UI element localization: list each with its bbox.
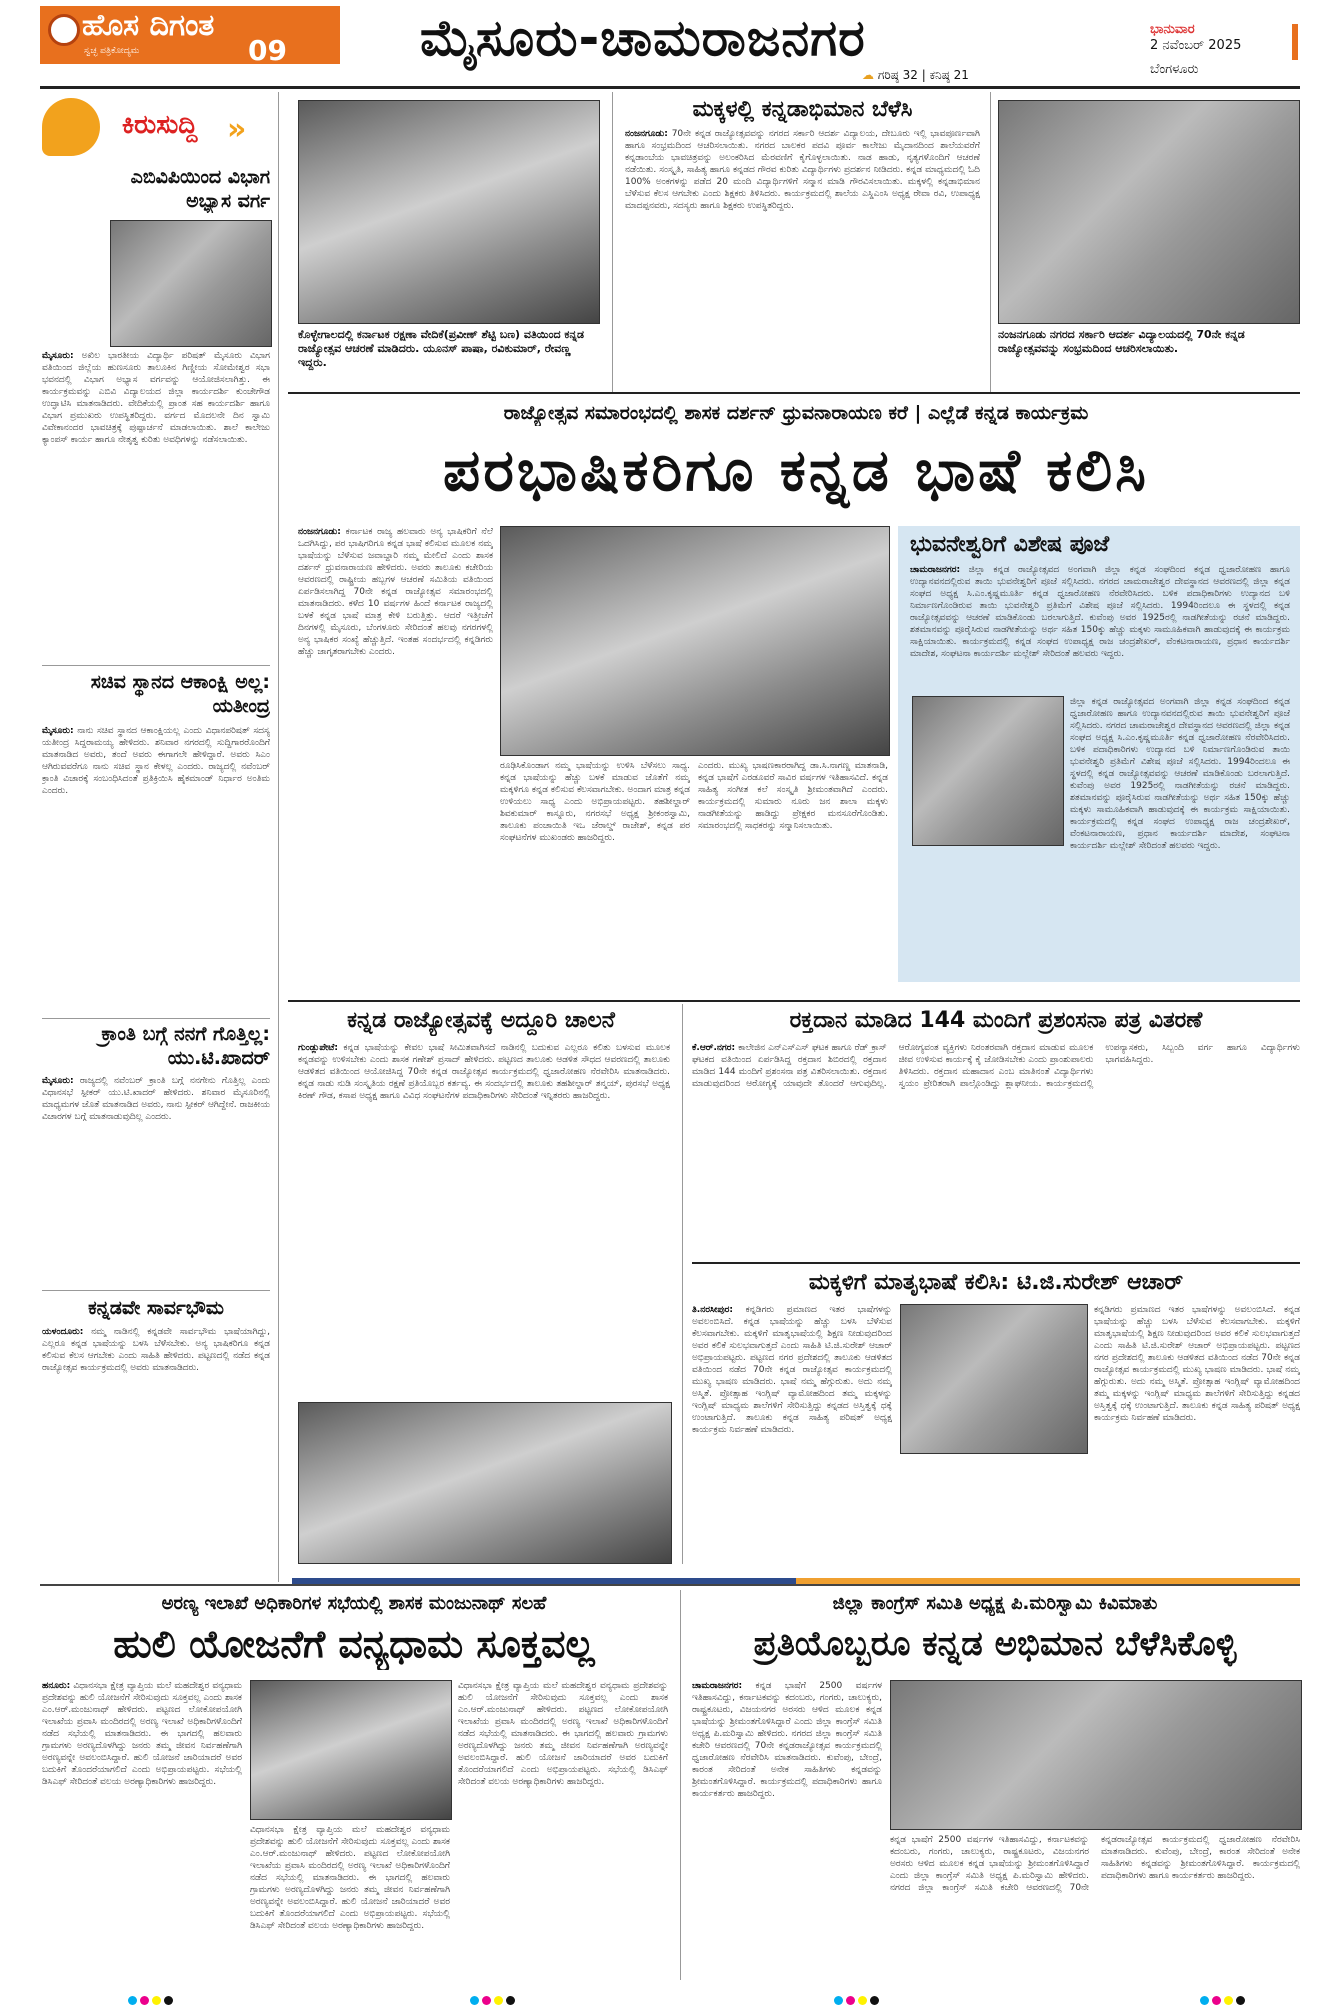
blue-box-title: ಭುವನೇಶ್ವರಿಗೆ ವಿಶೇಷ ಪೂಜೆ [910, 532, 1110, 557]
bottom-right-body-2 [890, 1834, 1300, 1974]
story-text: ವಿಧಾನಸಭಾ ಕ್ಷೇತ್ರ ವ್ಯಾಪ್ತಿಯ ಮಲೆ ಮಹದೇಶ್ವರ ವನ್ಯಧಾಮ ಪ್ರದೇಶವನ್ನು ಹುಲಿ ಯೋಜನೆಗೆ ಸೇರಿಸುವುದು ಸೂಕ್ತವಲ್ಲ ಎಂದು ಶಾಸಕ ಎಂ.ಆರ್.ಮಂಜುನಾಥ್ ಹೇಳಿದರು. ಪಟ್ಟಣದ ಲೋಕೋಪಯೋಗಿ ಇಲಾಖೆಯ ಪ್ರವಾಸಿ ಮಂದಿರದಲ್ಲಿ ಅರಣ್ಯ ಇಲಾಖೆ ಅಧಿಕಾರಿಗಳೊಂದಿಗೆ ನಡೆದ ಸಭೆಯಲ್ಲಿ ಮಾತನಾಡಿದರು. ಈ ಭಾಗದಲ್ಲಿ ಹಲವಾರು ಗ್ರಾಮಗಳು ಅರಣ್ಯದೊಳಗಿದ್ದು ಜನರು ತಮ್ಮ ಜೀವನ ನಿರ್ವಹಣೆಗಾಗಿ ಅರಣ್ಯವನ್ನೇ ಅವಲಂಬಿಸಿದ್ದಾರೆ. ಹುಲಿ ಯೋಜನೆ ಜಾರಿಯಾದರೆ ಅವರ ಬದುಕಿಗೆ ತೊಂದರೆಯಾಗಲಿದೆ ಎಂದು ಅಭಿಪ್ರಾಯಪಟ್ಟರು. ಸಭೆಯಲ್ಲಿ ಡಿಸಿಎಫ್ ಸೇರಿದಂತೆ ವಲಯ ಅರಣ್ಯಾಧಿಕಾರಿಗಳು ಹಾಜರಿದ್ದರು. [42, 1681, 242, 1787]
story-text: ರೂಢಿಸಿಕೊಂಡಾಗ ನಮ್ಮ ಭಾಷೆಯನ್ನು ಉಳಿಸಿ ಬೆಳೆಸಲು ಸಾಧ್ಯ. ಕನ್ನಡ ಭಾಷೆಯನ್ನು ಹೆಚ್ಚು ಬಳಕೆ ಮಾಡುವ ಜೊತೆಗೆ ನಮ್ಮ ಮಕ್ಕಳಿಗೂ ಕನ್ನಡ ಕಲಿಸುವ ಕೆಲಸವಾಗಬೇಕು. ಅಂದಾಗ ಮಾತ್ರ ಕನ್ನಡ ಉಳಿಯಲು ಸಾಧ್ಯ ಎಂದು ಅಭಿಪ್ರಾಯಪಟ್ಟರು. ತಹಶೀಲ್ದಾರ್ ಶಿವಕುಮಾರ್ ಕಾಸ್ನೂರು, ನಗರಸಭೆ ಅಧ್ಯಕ್ಷ ಶ್ರೀಕಂಠಸ್ವಾಮಿ, ತಾಲೂಕು ಪಂಚಾಯಿತಿ ಇಒ ಜೆರಾಲ್ಡ್ ರಾಜೇಶ್, ಕನ್ನಡ ಪರ ಸಂಘಟನೆಗಳ ಮುಖಂಡರು ಹಾಜರಿದ್ದರು. [500, 761, 690, 843]
blood-title: ರಕ್ತದಾನ ಮಾಡಿದ 144 ಮಂದಿಗೆ ಪ್ರಶಂಸನಾ ಪತ್ರ ವಿತರಣೆ [789, 1008, 1203, 1033]
rule [288, 392, 1300, 394]
bottom-right-kicker: ಜಿಲ್ಲಾ ಕಾಂಗ್ರೆಸ್ ಸಮಿತಿ ಅಧ್ಯಕ್ಷ ಪಿ.ಮರಿಸ್ವಾಮಿ ಕಿವಿಮಾತು [832, 1593, 1158, 1614]
lead-body-col3 [698, 760, 888, 1006]
left-story-3-body [42, 1075, 270, 1285]
dateline: ಗುಂಡ್ಲುಪೇಟೆ: [298, 1043, 338, 1053]
dateline: ನಂಜನಗೂಡು: [625, 129, 668, 139]
rule [692, 1262, 1300, 1264]
logo-sun-icon [48, 14, 80, 46]
left-story-2-body [42, 725, 270, 1015]
story-text: ವಿಧಾನಸಭಾ ಕ್ಷೇತ್ರ ವ್ಯಾಪ್ತಿಯ ಮಲೆ ಮಹದೇಶ್ವರ ವನ್ಯಧಾಮ ಪ್ರದೇಶವನ್ನು ಹುಲಿ ಯೋಜನೆಗೆ ಸೇರಿಸುವುದು ಸೂಕ್ತವಲ್ಲ ಎಂದು ಶಾಸಕ ಎಂ.ಆರ್.ಮಂಜುನಾಥ್ ಹೇಳಿದರು. ಪಟ್ಟಣದ ಲೋಕೋಪಯೋಗಿ ಇಲಾಖೆಯ ಪ್ರವಾಸಿ ಮಂದಿರದಲ್ಲಿ ಅರಣ್ಯ ಇಲಾಖೆ ಅಧಿಕಾರಿಗಳೊಂದಿಗೆ ನಡೆದ ಸಭೆಯಲ್ಲಿ ಮಾತನಾಡಿದರು. ಈ ಭಾಗದಲ್ಲಿ ಹಲವಾರು ಗ್ರಾಮಗಳು ಅರಣ್ಯದೊಳಗಿದ್ದು ಜನರು ತಮ್ಮ ಜೀವನ ನಿರ್ವಹಣೆಗಾಗಿ ಅರಣ್ಯವನ್ನೇ ಅವಲಂಬಿಸಿದ್ದಾರೆ. ಹುಲಿ ಯೋಜನೆ ಜಾರಿಯಾದರೆ ಅವರ ಬದುಕಿಗೆ ತೊಂದರೆಯಾಗಲಿದೆ ಎಂದು ಅಭಿಪ್ರಾಯಪಟ್ಟರು. ಸಭೆಯಲ್ಲಿ ಡಿಸಿಎಫ್ ಸೇರಿದಂತೆ ವಲಯ ಅರಣ್ಯಾಧಿಕಾರಿಗಳು ಹಾಜರಿದ್ದರು. [458, 1681, 668, 1787]
story-text: ಕಾಲೇಜಿನ ಎನ್ಎಸ್ಎಸ್ ಘಟಕ ಹಾಗೂ ರೆಡ್ ಕ್ರಾಸ್ ಘಟಕದ ವತಿಯಿಂದ ಏರ್ಪಡಿಸಿದ್ದ ರಕ್ತದಾನ ಶಿಬಿರದಲ್ಲಿ ರಕ್ತದಾನ ಮಾಡಿದ 144 ಮಂದಿಗೆ ಪ್ರಶಂಸನಾ ಪತ್ರ ವಿತರಿಸಲಾಯಿತು. ರಕ್ತದಾನ ಮಾಡುವುದರಿಂದ ಆರೋಗ್ಯಕ್ಕೆ ಯಾವುದೇ ತೊಂದರೆ ಆಗುವುದಿಲ್ಲ. ಆರೋಗ್ಯವಂತ ವ್ಯಕ್ತಿಗಳು ನಿರಂತರವಾಗಿ ರಕ್ತದಾನ ಮಾಡುವ ಮೂಲಕ ಜೀವ ಉಳಿಸುವ ಕಾರ್ಯಕ್ಕೆ ಕೈ ಜೋಡಿಸಬೇಕು ಎಂದು ಪ್ರಾಂಶುಪಾಲರು ತಿಳಿಸಿದರು. ರಕ್ತದಾನ ಮಹಾದಾನ ಎಂಬ ಮಾತಿನಂತೆ ವಿದ್ಯಾರ್ಥಿಗಳು ಸ್ವಯಂ ಪ್ರೇರಿತರಾಗಿ ಪಾಲ್ಗೊಂಡಿದ್ದು ಶ್ಲಾಘನೀಯ. ಕಾರ್ಯಕ್ರಮದಲ್ಲಿ ಉಪನ್ಯಾಸಕರು, ಸಿಬ್ಬಂದಿ ವರ್ಗ ಹಾಗೂ ವಿದ್ಯಾರ್ಥಿಗಳು ಭಾಗವಹಿಸಿದ್ದರು. [692, 1043, 1300, 1089]
left-story-4-body [42, 1326, 270, 1581]
top-left-photo [298, 100, 600, 324]
bottom-right-headline: ಪ್ರತಿಯೊಬ್ಬರೂ ಕನ್ನಡ ಅಭಿಮಾನ ಬೆಳೆಸಿಕೊಳ್ಳಿ [753, 1624, 1237, 1664]
story-text: ರಾಜ್ಯದಲ್ಲಿ ನವೆಂಬರ್ ಕ್ರಾಂತಿ ಬಗ್ಗೆ ನನಗೇನು ಗೊತ್ತಿಲ್ಲ ಎಂದು ವಿಧಾನಸಭೆ ಸ್ಪೀಕರ್ ಯು.ಟಿ.ಖಾದರ್ ಹೇಳಿದರು. ಶನಿವಾರ ಮೈಸೂರಿನಲ್ಲಿ ಮಾಧ್ಯಮಗಳ ಜೊತೆ ಮಾತನಾಡಿದ ಅವರು, ನಾನು ಸ್ಪೀಕರ್ ಆಗಿದ್ದೇನೆ. ರಾಜಕೀಯ ವಿಚಾರಗಳ ಬಗ್ಗೆ ಮಾತನಾಡುವುದಿಲ್ಲ ಎಂದರು. [42, 1076, 270, 1122]
registration-marks [0, 1990, 1339, 2004]
blood-body [692, 1042, 1300, 1252]
lead-photo [500, 526, 890, 756]
story-text: ಅಖಿಲ ಭಾರತೀಯ ವಿದ್ಯಾರ್ಥಿ ಪರಿಷತ್ ಮೈಸೂರು ವಿಭಾಗ ವತಿಯಿಂದ ಜಿಲ್ಲೆಯ ಹುಣಸೂರು ತಾಲೂಕಿನ ಗಿಣ್ಣೀಯ ಸೋಮೇಶ್ವರ ಸಭಾ ಭವನದಲ್ಲಿ ವಿಭಾಗ ಅಭ್ಯಾಸ ವರ್ಗವನ್ನು ಆಯೋಜಿಸಲಾಗಿತ್ತು. ಈ ಕಾರ್ಯಕ್ರಮವನ್ನು ಎಬಿವಿ ವಿದ್ಯಾಲಯದ ಜಿಲ್ಲಾ ಕಾರ್ಯದರ್ಶಿ ಕುಂಚೇಗೌಡ ಉದ್ಘಾಟಿಸಿ ಮಾತನಾಡಿದರು. ವೇದಿಕೆಯಲ್ಲಿ ಪ್ರಾಂತ ಸಹ ಕಾರ್ಯದರ್ಶಿ ಹಾಗೂ ವಿಭಾಗ ಪ್ರಮುಖರು ಉಪಸ್ಥಿತರಿದ್ದರು. ವರ್ಗದ ಮೊದಲನೇ ದಿನ ಸ್ವಾಮಿ ವಿವೇಕಾನಂದರ ಭಾವಚಿತ್ರಕ್ಕೆ ಪುಷ್ಪಾರ್ಚನೆ ಮಾಡಲಾಯಿತು. ಶಾಲೆ ಕಾಲೇಜು ಕ್ಯಾಂಪಸ್ ಕಾರ್ಯ ಹಾಗೂ ನೇತೃತ್ವ ಕುರಿತು ಅವಧಿಗಳನ್ನು ನಡೆಸಲಾಯಿತು. [42, 351, 270, 445]
bottom-left-headline: ಹುಲಿ ಯೋಜನೆಗೆ ವನ್ಯಧಾಮ ಸೂಕ್ತವಲ್ಲ [113, 1622, 595, 1666]
left-story-2-title: ಸಚಿವ ಸ್ಥಾನದ ಆಕಾಂಕ್ಷಿ ಅಲ್ಲ: ಯತೀಂದ್ರ [90, 671, 270, 717]
temp-min: ಕನಿಷ್ಠ 21 [929, 68, 969, 82]
date-block [1150, 22, 1241, 78]
top-right-photo [998, 100, 1300, 324]
kirusuddi-label: ಕಿರುಸುದ್ದಿ [122, 110, 198, 140]
dateline-city: ಬೆಂಗಳೂರು [1150, 62, 1199, 77]
mother-tongue-body-2 [1094, 1304, 1300, 1562]
bottom-left-kicker: ಅರಣ್ಯ ಇಲಾಖೆ ಅಧಿಕಾರಿಗಳ ಸಭೆಯಲ್ಲಿ ಶಾಸಕ ಮಂಜುನಾಥ್ ಸಲಹೆ [161, 1593, 547, 1614]
lead-kicker: ರಾಜ್ಯೋತ್ಸವ ಸಮಾರಂಭದಲ್ಲಿ ಶಾಸಕ ದರ್ಶನ್ ಧ್ರುವನಾರಾಯಣ ಕರೆ | ಎಲ್ಲೆಡೆ ಕನ್ನಡ ಕಾರ್ಯಕ್ರಮ [503, 402, 1089, 424]
bottom-left-body-1 [42, 1680, 242, 1975]
col-divider [682, 1004, 683, 1564]
story-text: ಕರ್ನಾಟಕ ರಾಜ್ಯ ಹಲವಾರು ಅನ್ಯ ಭಾಷಿಕರಿಗೆ ನೆಲೆ ಒದಗಿಸಿದ್ದು, ಪರ ಭಾಷಿಗರಿಗೂ ಕನ್ನಡ ಭಾಷೆ ಕಲಿಸುವ ಮೂಲಕ ನಮ್ಮ ಭಾಷೆಯನ್ನು ಬೆಳೆಸುವ ಜವಾಬ್ದಾರಿ ನಮ್ಮ ಮೇಲಿದೆ ಎಂದು ಶಾಸಕ ದರ್ಶನ್ ಧ್ರುವನಾರಾಯಣ ಹೇಳಿದರು. ಅವರು ತಾಲೂಕು ಕಚೇರಿಯ ಆವರಣದಲ್ಲಿ ರಾಷ್ಟ್ರೀಯ ಹಬ್ಬಗಳ ಆಚರಣೆ ಸಮಿತಿಯ ವತಿಯಿಂದ ಏರ್ಪಡಿಸಲಾಗಿದ್ದ 70ನೇ ಕನ್ನಡ ರಾಜ್ಯೋತ್ಸವ ಸಮಾರಂಭದಲ್ಲಿ ಮಾತನಾಡಿದರು. ಕಳೆದ 10 ವರ್ಷಗಳ ಹಿಂದೆ ಕರ್ನಾಟಕ ರಾಜ್ಯದಲ್ಲಿ ಬಳಕೆ ಕನ್ನಡ ಭಾಷೆ ಮಾತ್ರ ಕೇಳಿ ಬರುತ್ತಿತ್ತು. ಆದರೆ ಇತ್ತೀಚೆಗೆ ದಿನಗಳಲ್ಲಿ ಮೈಸೂರು, ಬೆಂಗಳೂರು ಸೇರಿದಂತೆ ಹಲವು ನಗರಗಳಲ್ಲಿ ಅನ್ಯ ಭಾಷಿಕರ ಸಂಖ್ಯೆ ಹೆಚ್ಚುತ್ತಿದೆ. ಇಂತಹ ಸಂದರ್ಭದಲ್ಲಿ ಕನ್ನಡಿಗರು ಹೆಚ್ಚು ಜಾಗೃತರಾಗಬೇಕು ಎಂದರು. [298, 527, 493, 657]
col-divider [612, 92, 613, 392]
dateline: ಮೈಸೂರು: [42, 726, 74, 736]
masthead-side-bar [1292, 24, 1298, 60]
gundlupet-title: ಕನ್ನಡ ರಾಜ್ಯೋತ್ಸವಕ್ಕೆ ಅದ್ದೂರಿ ಚಾಲನೆ [347, 1008, 615, 1033]
rule [42, 1290, 270, 1291]
dateline: ಚಾಮರಾಜನಗರ: [910, 565, 961, 575]
dateline: ಮೈಸೂರು: [42, 351, 74, 361]
mother-tongue-body-1 [692, 1304, 892, 1562]
hand-icon [42, 98, 100, 156]
dateline: ತಿ.ನರಸೀಪುರ: [692, 1305, 734, 1315]
dateline: ಹನೂರು: [42, 1681, 71, 1691]
kirusuddi-badge [42, 98, 262, 158]
story-text: ಕನ್ನಡಿಗರು ಪ್ರಮಾಣದ ಇತರ ಭಾಷೆಗಳನ್ನು ಅವಲಂಬಿಸಿದೆ. ಕನ್ನಡ ಭಾಷೆಯನ್ನು ಹೆಚ್ಚು ಬಳಸಿ ಬೆಳೆಸುವ ಕೆಲಸವಾಗಬೇಕು. ಮಕ್ಕಳಿಗೆ ಮಾತೃಭಾಷೆಯಲ್ಲಿ ಶಿಕ್ಷಣ ನೀಡುವುದರಿಂದ ಅವರ ಕಲಿಕೆ ಸುಲಭವಾಗುತ್ತದೆ ಎಂದು ಸಾಹಿತಿ ಟಿ.ಜಿ.ಸುರೇಶ್ ಆಚಾರ್ ಅಭಿಪ್ರಾಯಪಟ್ಟರು. ಪಟ್ಟಣದ ನಗರ ಪ್ರದೇಶದಲ್ಲಿ ತಾಲೂಕು ಆಡಳಿತದ ವತಿಯಿಂದ ನಡೆದ 70ನೇ ಕನ್ನಡ ರಾಜ್ಯೋತ್ಸವ ಕಾರ್ಯಕ್ರಮದಲ್ಲಿ ಮುಖ್ಯ ಭಾಷಣ ಮಾಡಿದರು. ಭಾಷೆ ನಮ್ಮ ಹೆಗ್ಗುರುತು. ಅದು ನಮ್ಮ ಅಸ್ಮಿತೆ. ಪ್ರೋತ್ಸಾಹ ಇಂಗ್ಲಿಷ್ ವ್ಯಾಮೋಹದಿಂದ ತಮ್ಮ ಮಕ್ಕಳನ್ನು ಇಂಗ್ಲಿಷ್ ಮಾಧ್ಯಮ ಶಾಲೆಗಳಿಗೆ ಸೇರಿಸುತ್ತಿದ್ದು ಕನ್ನಡದ ಅಸ್ತಿತ್ವಕ್ಕೆ ಧಕ್ಕೆ ಉಂಟಾಗುತ್ತಿದೆ. ತಾಲೂಕು ಕನ್ನಡ ಸಾಹಿತ್ಯ ಪರಿಷತ್ ಅಧ್ಯಕ್ಷ ಕಾರ್ಯಕ್ರಮ ನಿರ್ವಹಣೆ ಮಾಡಿದರು. [1094, 1305, 1300, 1423]
rule [42, 1018, 270, 1019]
bottom-right-photo [890, 1680, 1302, 1830]
weekday: ಭಾನುವಾರ [1150, 22, 1195, 37]
dateline: ಕೆ.ಆರ್.ನಗರ: [692, 1043, 736, 1053]
mother-tongue-photo [900, 1304, 1088, 1454]
col-divider [990, 92, 991, 392]
story-text: ಕನ್ನಡ ಭಾಷೆಗೆ 2500 ವರ್ಷಗಳ ಇತಿಹಾಸವಿದ್ದು, ಕರ್ನಾಟಕವನ್ನು ಕದಂಬರು, ಗಂಗರು, ಚಾಲುಕ್ಯರು, ರಾಷ್ಟ್ರಕೂಟರು, ವಿಜಯನಗರ ಅರಸರು ಆಳಿದ ಮೂಲಕ ಕನ್ನಡ ಭಾಷೆಯನ್ನು ಶ್ರೀಮಂತಗೊಳಿಸಿದ್ದಾರೆ ಎಂದು ಜಿಲ್ಲಾ ಕಾಂಗ್ರೆಸ್ ಸಮಿತಿ ಅಧ್ಯಕ್ಷ ಪಿ.ಮರಿಸ್ವಾಮಿ ಹೇಳಿದರು. ನಗರದ ಜಿಲ್ಲಾ ಕಾಂಗ್ರೆಸ್ ಸಮಿತಿ ಕಚೇರಿ ಆವರಣದಲ್ಲಿ 70ನೇ ಕನ್ನಡರಾಜ್ಯೋತ್ಸವ ಕಾರ್ಯಕ್ರಮದಲ್ಲಿ ಧ್ವಜಾರೋಹಣ ನೆರವೇರಿಸಿ ಮಾತನಾಡಿದರು. ಕುವೆಂಪು, ಬೇಂದ್ರೆ, ಕಾರಂತ ಸೇರಿದಂತೆ ಅನೇಕ ಸಾಹಿತಿಗಳು ಕನ್ನಡವನ್ನು ಶ್ರೀಮಂತಗೊಳಿಸಿದ್ದಾರೆ. ಕಾರ್ಯಕ್ರಮದಲ್ಲಿ ಪದಾಧಿಕಾರಿಗಳು ಹಾಗೂ ಕಾರ್ಯಕರ್ತರು ಹಾಜರಿದ್ದರು. [692, 1681, 882, 1799]
blue-box-photo [912, 696, 1064, 846]
dateline: ಮೈಸೂರು: [42, 1076, 74, 1086]
gundlupet-photo [298, 1402, 672, 1564]
story-text: ವಿಧಾನಸಭಾ ಕ್ಷೇತ್ರ ವ್ಯಾಪ್ತಿಯ ಮಲೆ ಮಹದೇಶ್ವರ ವನ್ಯಧಾಮ ಪ್ರದೇಶವನ್ನು ಹುಲಿ ಯೋಜನೆಗೆ ಸೇರಿಸುವುದು ಸೂಕ್ತವಲ್ಲ ಎಂದು ಶಾಸಕ ಎಂ.ಆರ್.ಮಂಜುನಾಥ್ ಹೇಳಿದರು. ಪಟ್ಟಣದ ಲೋಕೋಪಯೋಗಿ ಇಲಾಖೆಯ ಪ್ರವಾಸಿ ಮಂದಿರದಲ್ಲಿ ಅರಣ್ಯ ಇಲಾಖೆ ಅಧಿಕಾರಿಗಳೊಂದಿಗೆ ನಡೆದ ಸಭೆಯಲ್ಲಿ ಮಾತನಾಡಿದರು. ಈ ಭಾಗದಲ್ಲಿ ಹಲವಾರು ಗ್ರಾಮಗಳು ಅರಣ್ಯದೊಳಗಿದ್ದು ಜನರು ತಮ್ಮ ಜೀವನ ನಿರ್ವಹಣೆಗಾಗಿ ಅರಣ್ಯವನ್ನೇ ಅವಲಂಬಿಸಿದ್ದಾರೆ. ಹುಲಿ ಯೋಜನೆ ಜಾರಿಯಾದರೆ ಅವರ ಬದುಕಿಗೆ ತೊಂದರೆಯಾಗಲಿದೆ ಎಂದು ಅಭಿಪ್ರಾಯಪಟ್ಟರು. ಸಭೆಯಲ್ಲಿ ಡಿಸಿಎಫ್ ಸೇರಿದಂತೆ ವಲಯ ಅರಣ್ಯಾಧಿಕಾರಿಗಳು ಹಾಜರಿದ್ದರು. [250, 1825, 450, 1931]
bottom-left-photo [250, 1680, 452, 1820]
story-text: ಜಿಲ್ಲಾ ಕನ್ನಡ ರಾಜ್ಯೋತ್ಸವದ ಅಂಗವಾಗಿ ಜಿಲ್ಲಾ ಕನ್ನಡ ಸಂಘದಿಂದ ಕನ್ನಡ ಧ್ವಜಾರೋಹಣ ಹಾಗೂ ಉದ್ಯಾನವನದಲ್ಲಿರುವ ತಾಯಿ ಭುವನೇಶ್ವರಿಗೆ ಪೂಜೆ ಸಲ್ಲಿಸಿದರು. ನಗರದ ಚಾಮರಾಜೇಶ್ವರ ದೇವಸ್ಥಾನದ ಆವರಣದಲ್ಲಿ ಜಿಲ್ಲಾ ಕನ್ನಡ ಸಂಘದ ಅಧ್ಯಕ್ಷ ಸಿ.ಎಂ.ಕೃಷ್ಣಮೂರ್ತಿ ಕನ್ನಡ ಧ್ವಜಾರೋಹಣ ನೆರವೇರಿಸಿದರು. ಬಳಿಕ ಪದಾಧಿಕಾರಿಗಳು ಉದ್ಯಾನದ ಬಳಿ ನಿರ್ಮಾಣಗೊಂಡಿರುವ ತಾಯಿ ಭುವನೇಶ್ವರಿ ಪ್ರತಿಮೆಗೆ ವಿಶೇಷ ಪೂಜೆ ಸಲ್ಲಿಸಿದರು. 1994ರಿಂದಲೂ ಈ ಸ್ಥಳದಲ್ಲಿ ಕನ್ನಡ ರಾಜ್ಯೋತ್ಸವವನ್ನು ಆಚರಣೆ ಮಾಡಿಕೊಂಡು ಬರಲಾಗುತ್ತಿದೆ. ಕುವೆಂಪು ಅವರ 1925ರಲ್ಲಿ ನಾಡಗೀತೆಯನ್ನು ರಚನೆ ಮಾಡಿದ್ದರು. ಶತಮಾನವನ್ನು ಪೂರೈಸಿರುವ ನಾಡಗೀತೆಯನ್ನು ಅರ್ಥ ಸಹಿತ 150ಕ್ಕು ಹೆಚ್ಚು ಮಕ್ಕಳು ಸಾಮೂಹಿಕವಾಗಿ ಹಾಡುವುದಕ್ಕೆ ಈ ಕಾರ್ಯಕ್ರಮ ಸಾಕ್ಷಿಯಾಯಿತು. ಕಾರ್ಯಕ್ರಮದಲ್ಲಿ ಕನ್ನಡ ಸಂಘದ ಉಪಾಧ್ಯಕ್ಷ ರಾಜ ಚಂದ್ರಶೇಖರ್, ವೆಂಕಟನಾರಾಯಣ, ಪ್ರಧಾನ ಕಾರ್ಯದರ್ಶಿ ಮಾದೇಶ, ಸಂಘಟನಾ ಕಾರ್ಯದರ್ಶಿ ಮಲ್ಲೇಶ್ ಸೇರಿದಂತೆ ಹಲವರು ಇದ್ದರು. [910, 565, 1290, 659]
lead-headline: ಪರಭಾಷಿಕರಿಗೂ ಕನ್ನಡ ಭಾಷೆ ಕಲಿಸಿ [443, 436, 1149, 504]
date: 2 ನವೆಂಬರ್ 2025 [1150, 38, 1242, 53]
col-divider [278, 92, 279, 1582]
mother-tongue-title: ಮಕ್ಕಳಿಗೆ ಮಾತೃಭಾಷೆ ಕಲಿಸಿ: ಟಿ.ಜಿ.ಸುರೇಶ್ ಆಚಾರ್ [808, 1270, 1184, 1295]
gundlupet-body [298, 1042, 670, 1397]
weather-icon: ☁ [862, 68, 874, 82]
lead-body-col2 [500, 760, 690, 1006]
col-divider [680, 1590, 681, 1980]
brand-name: ಹೊಸ ದಿಗಂತ [82, 8, 215, 43]
lead-body-col1 [298, 526, 493, 1006]
dateline: ಯಳಂದೂರು: [42, 1327, 84, 1337]
blue-box-body-side [1070, 696, 1290, 974]
edition-title: ಮೈಸೂರು-ಚಾಮರಾಜನಗರ [420, 9, 866, 67]
story-text: ಎಂದರು. ಮುಖ್ಯ ಭಾಷಣಕಾರರಾಗಿದ್ದ ಡಾ.ಸಿ.ನಾಗಣ್ಣ ಮಾತನಾಡಿ, ಕನ್ನಡ ಭಾಷೆಗೆ ಎರಡೂವರೆ ಸಾವಿರ ವರ್ಷಗಳ ಇತಿಹಾಸವಿದೆ. ಕನ್ನಡ ಸಾಹಿತ್ಯ ಸಂಗೀತ ಕಲೆ ಸಂಸ್ಕೃತಿ ಶ್ರೀಮಂತವಾಗಿದೆ ಎಂದರು. ಕಾರ್ಯಕ್ರಮದಲ್ಲಿ ಸುಮಾರು ನೂರು ಜನ ಶಾಲಾ ಮಕ್ಕಳು ನಾಡಗೀತೆಯನ್ನು ಹಾಡಿದ್ದು ಪ್ರೇಕ್ಷಕರ ಮನಸೂರೆಗೊಂಡಿತು. ಸಮಾರಂಭದಲ್ಲಿ ಸಾಧಕರನ್ನು ಸನ್ಮಾನಿಸಲಾಯಿತು. [698, 761, 888, 831]
chevrons-icon: » [227, 112, 247, 147]
masthead [0, 0, 1339, 92]
top-mid-body [625, 128, 980, 372]
left-story-1-title: ಎಬಿವಿಪಿಯಿಂದ ವಿಭಾಗ ಅಭ್ಯಾಸ ವರ್ಗ [130, 166, 270, 212]
bottom-right-body-1 [692, 1680, 882, 1975]
abvp-photo [110, 220, 272, 347]
dateline: ನಂಜನಗೂಡು: [298, 527, 341, 537]
top-mid-title: ಮಕ್ಕಳಲ್ಲಿ ಕನ್ನಡಾಭಿಮಾನ ಬೆಳೆಸಿ [692, 97, 913, 122]
rule [288, 1000, 1300, 1002]
brand-tagline: ಸ್ವಚ್ಛ ಪತ್ರಿಕೋದ್ಯಮ [84, 46, 140, 56]
dateline: ಚಾಮರಾಜನಗರ: [692, 1681, 743, 1691]
left-story-4-title: ಕನ್ನಡವೇ ಸಾರ್ವಭೌಮ [88, 1297, 224, 1319]
story-text: ನಮ್ಮ ನಾಡಿನಲ್ಲಿ ಕನ್ನಡವೇ ಸಾರ್ವಭೌಮ ಭಾಷೆಯಾಗಿದ್ದು, ಎಲ್ಲರೂ ಕನ್ನಡ ಭಾಷೆಯನ್ನು ಬಳಸಿ ಬೆಳೆಸಬೇಕು. ಅನ್ಯ ಭಾಷಿಕರಿಗೂ ಕನ್ನಡ ಕಲಿಸುವ ಕೆಲಸ ಆಗಬೇಕು ಎಂದು ಸಾಹಿತಿ ಹೇಳಿದರು. ಪಟ್ಟಣದಲ್ಲಿ ನಡೆದ ಕನ್ನಡ ರಾಜ್ಯೋತ್ಸವ ಕಾರ್ಯಕ್ರಮದಲ್ಲಿ ಅವರು ಮಾತನಾಡಿದರು. [42, 1327, 270, 1373]
left-story-3-title: ಕ್ರಾಂತಿ ಬಗ್ಗೆ ನನಗೆ ಗೊತ್ತಿಲ್ಲ: ಯು.ಟಿ.ಖಾದರ್ [101, 1023, 270, 1069]
top-right-caption: ನಂಜನಗೂಡು ನಗರದ ಸರ್ಕಾರಿ ಆದರ್ಶ ವಿದ್ಯಾಲಯದಲ್ಲಿ 70ನೇ ಕನ್ನಡ ರಾಜ್ಯೋತ್ಸವವನ್ನು ಸಂಭ್ರಮದಿಂದ ಆಚರಿಸಲಾಯಿತು. [998, 328, 1245, 355]
story-text: 70ನೇ ಕನ್ನಡ ರಾಜ್ಯೋತ್ಸವವನ್ನು ನಗರದ ಸರ್ಕಾರಿ ಆದರ್ಶ ವಿದ್ಯಾಲಯ, ದೇಬೂರು ಇಲ್ಲಿ ಭಾವಪೂರ್ಣವಾಗಿ ಹಾಗೂ ಸಂಭ್ರಮದಿಂದ ಆಚರಿಸಲಾಯಿತು. ನಗರದ ಬಾಲಕರ ಪದವಿ ಪೂರ್ವ ಕಾಲೇಜು ಮೈದಾನದಿಂದ ಶಾಲೆಯವರೆಗೆ ಕನ್ನಡಾಂಬೆಯ ಭಾವಚಿತ್ರವನ್ನು ಅಲಂಕರಿಸಿದ ಮೆರವಣಿಗೆ ಕೈಗೊಳ್ಳಲಾಯಿತು. ನಾಡ ಹಾಡು, ನೃತ್ಯಗಳೊಂದಿಗೆ ಆಚರಣೆ ನಡೆಯಿತು. ಸಂಸ್ಕೃತಿ, ಸಾಹಿತ್ಯ ಹಾಗೂ ಕನ್ನಡದ ಗೌರವ ಕುರಿತು ವಿದ್ಯಾರ್ಥಿಗಳು ಪ್ರದರ್ಶನ ನೀಡಿದರು. ಕನ್ನಡ ಮಾಧ್ಯಮದಲ್ಲಿ ಓದಿ 100% ಅಂಕಗಳನ್ನು ಪಡೆದ 20 ಮಂದಿ ವಿದ್ಯಾರ್ಥಿಗಳಿಗೆ ಸನ್ಮಾನ ಮಾಡಿ ಗೌರವಿಸಲಾಯಿತು. ಮಕ್ಕಳಲ್ಲಿ ಕನ್ನಡಾಭಿಮಾನ ಬೆಳೆಸುವ ಕೆಲಸ ಆಗಬೇಕು ಎಂದು ಶಿಕ್ಷಕರು ತಿಳಿಸಿದರು. ಕಾರ್ಯಕ್ರಮದಲ್ಲಿ ಶಾಲೆಯ ಎಸ್ಡಿಎಂಸಿ ಅಧ್ಯಕ್ಷ ರೇವಾ ರವಿ, ಉಪಾಧ್ಯಕ್ಷ ಮಾದಪ್ಪನವರು, ಸದಸ್ಯರು ಹಾಗೂ ಶಿಕ್ಷಕರು ಉಪಸ್ಥಿತರಿದ್ದರು. [625, 129, 980, 211]
page-number: 09 [248, 34, 287, 67]
story-text: ಜಿಲ್ಲಾ ಕನ್ನಡ ರಾಜ್ಯೋತ್ಸವದ ಅಂಗವಾಗಿ ಜಿಲ್ಲಾ ಕನ್ನಡ ಸಂಘದಿಂದ ಕನ್ನಡ ಧ್ವಜಾರೋಹಣ ಹಾಗೂ ಉದ್ಯಾನವನದಲ್ಲಿರುವ ತಾಯಿ ಭುವನೇಶ್ವರಿಗೆ ಪೂಜೆ ಸಲ್ಲಿಸಿದರು. ನಗರದ ಚಾಮರಾಜೇಶ್ವರ ದೇವಸ್ಥಾನದ ಆವರಣದಲ್ಲಿ ಜಿಲ್ಲಾ ಕನ್ನಡ ಸಂಘದ ಅಧ್ಯಕ್ಷ ಸಿ.ಎಂ.ಕೃಷ್ಣಮೂರ್ತಿ ಕನ್ನಡ ಧ್ವಜಾರೋಹಣ ನೆರವೇರಿಸಿದರು. ಬಳಿಕ ಪದಾಧಿಕಾರಿಗಳು ಉದ್ಯಾನದ ಬಳಿ ನಿರ್ಮಾಣಗೊಂಡಿರುವ ತಾಯಿ ಭುವನೇಶ್ವರಿ ಪ್ರತಿಮೆಗೆ ವಿಶೇಷ ಪೂಜೆ ಸಲ್ಲಿಸಿದರು. 1994ರಿಂದಲೂ ಈ ಸ್ಥಳದಲ್ಲಿ ಕನ್ನಡ ರಾಜ್ಯೋತ್ಸವವನ್ನು ಆಚರಣೆ ಮಾಡಿಕೊಂಡು ಬರಲಾಗುತ್ತಿದೆ. ಕುವೆಂಪು ಅವರ 1925ರಲ್ಲಿ ನಾಡಗೀತೆಯನ್ನು ರಚನೆ ಮಾಡಿದ್ದರು. ಶತಮಾನವನ್ನು ಪೂರೈಸಿರುವ ನಾಡಗೀತೆಯನ್ನು ಅರ್ಥ ಸಹಿತ 150ಕ್ಕು ಹೆಚ್ಚು ಮಕ್ಕಳು ಸಾಮೂಹಿಕವಾಗಿ ಹಾಡುವುದಕ್ಕೆ ಈ ಕಾರ್ಯಕ್ರಮ ಸಾಕ್ಷಿಯಾಯಿತು. ಕಾರ್ಯಕ್ರಮದಲ್ಲಿ ಕನ್ನಡ ಸಂಘದ ಉಪಾಧ್ಯಕ್ಷ ರಾಜ ಚಂದ್ರಶೇಖರ್, ವೆಂಕಟನಾರಾಯಣ, ಪ್ರಧಾನ ಕಾರ್ಯದರ್ಶಿ ಮಾದೇಶ, ಸಂಘಟನಾ ಕಾರ್ಯದರ್ಶಿ ಮಲ್ಲೇಶ್ ಸೇರಿದಂತೆ ಹಲವರು ಇದ್ದರು. [1070, 697, 1290, 851]
story-text: ಕನ್ನಡಿಗರು ಪ್ರಮಾಣದ ಇತರ ಭಾಷೆಗಳನ್ನು ಅವಲಂಬಿಸಿದೆ. ಕನ್ನಡ ಭಾಷೆಯನ್ನು ಹೆಚ್ಚು ಬಳಸಿ ಬೆಳೆಸುವ ಕೆಲಸವಾಗಬೇಕು. ಮಕ್ಕಳಿಗೆ ಮಾತೃಭಾಷೆಯಲ್ಲಿ ಶಿಕ್ಷಣ ನೀಡುವುದರಿಂದ ಅವರ ಕಲಿಕೆ ಸುಲಭವಾಗುತ್ತದೆ ಎಂದು ಸಾಹಿತಿ ಟಿ.ಜಿ.ಸುರೇಶ್ ಆಚಾರ್ ಅಭಿಪ್ರಾಯಪಟ್ಟರು. ಪಟ್ಟಣದ ನಗರ ಪ್ರದೇಶದಲ್ಲಿ ತಾಲೂಕು ಆಡಳಿತದ ವತಿಯಿಂದ ನಡೆದ 70ನೇ ಕನ್ನಡ ರಾಜ್ಯೋತ್ಸವ ಕಾರ್ಯಕ್ರಮದಲ್ಲಿ ಮುಖ್ಯ ಭಾಷಣ ಮಾಡಿದರು. ಭಾಷೆ ನಮ್ಮ ಹೆಗ್ಗುರುತು. ಅದು ನಮ್ಮ ಅಸ್ಮಿತೆ. ಪ್ರೋತ್ಸಾಹ ಇಂಗ್ಲಿಷ್ ವ್ಯಾಮೋಹದಿಂದ ತಮ್ಮ ಮಕ್ಕಳನ್ನು ಇಂಗ್ಲಿಷ್ ಮಾಧ್ಯಮ ಶಾಲೆಗಳಿಗೆ ಸೇರಿಸುತ್ತಿದ್ದು ಕನ್ನಡದ ಅಸ್ತಿತ್ವಕ್ಕೆ ಧಕ್ಕೆ ಉಂಟಾಗುತ್ತಿದೆ. ತಾಲೂಕು ಕನ್ನಡ ಸಾಹಿತ್ಯ ಪರಿಷತ್ ಅಧ್ಯಕ್ಷ ಕಾರ್ಯಕ್ರಮ ನಿರ್ವಹಣೆ ಮಾಡಿದರು. [692, 1305, 892, 1435]
left-story-1-body [42, 350, 270, 660]
rule [40, 1584, 1300, 1586]
story-text: ಕನ್ನಡ ಭಾಷೆಗೆ 2500 ವರ್ಷಗಳ ಇತಿಹಾಸವಿದ್ದು, ಕರ್ನಾಟಕವನ್ನು ಕದಂಬರು, ಗಂಗರು, ಚಾಲುಕ್ಯರು, ರಾಷ್ಟ್ರಕೂಟರು, ವಿಜಯನಗರ ಅರಸರು ಆಳಿದ ಮೂಲಕ ಕನ್ನಡ ಭಾಷೆಯನ್ನು ಶ್ರೀಮಂತಗೊಳಿಸಿದ್ದಾರೆ ಎಂದು ಜಿಲ್ಲಾ ಕಾಂಗ್ರೆಸ್ ಸಮಿತಿ ಅಧ್ಯಕ್ಷ ಪಿ.ಮರಿಸ್ವಾಮಿ ಹೇಳಿದರು. ನಗರದ ಜಿಲ್ಲಾ ಕಾಂಗ್ರೆಸ್ ಸಮಿತಿ ಕಚೇರಿ ಆವರಣದಲ್ಲಿ 70ನೇ ಕನ್ನಡರಾಜ್ಯೋತ್ಸವ ಕಾರ್ಯಕ್ರಮದಲ್ಲಿ ಧ್ವಜಾರೋಹಣ ನೆರವೇರಿಸಿ ಮಾತನಾಡಿದರು. ಕುವೆಂಪು, ಬೇಂದ್ರೆ, ಕಾರಂತ ಸೇರಿದಂತೆ ಅನೇಕ ಸಾಹಿತಿಗಳು ಕನ್ನಡವನ್ನು ಶ್ರೀಮಂತಗೊಳಿಸಿದ್ದಾರೆ. ಕಾರ್ಯಕ್ರಮದಲ್ಲಿ ಪದಾಧಿಕಾರಿಗಳು ಹಾಗೂ ಕಾರ್ಯಕರ್ತರು ಹಾಜರಿದ್ದರು. [890, 1835, 1300, 1893]
story-text: ಕನ್ನಡ ಭಾಷೆಯನ್ನು ಕೇವಲ ಭಾಷೆ ಸೀಮಿತವಾಗಿಸದೆ ನಾಡಿನಲ್ಲಿ ಬದುಕುವ ಎಲ್ಲರೂ ಕಲಿತು ಬಳಸುವ ಮೂಲಕ ಕನ್ನಡವನ್ನು ಉಳಿಸಬೇಕು ಎಂದು ಶಾಸಕ ಗಣೇಶ್ ಪ್ರಸಾದ್ ಹೇಳಿದರು. ಪಟ್ಟಣದ ತಾಲೂಕು ಆಡಳಿತ ಸೌಧದ ಆವರಣದಲ್ಲಿ ತಾಲೂಕು ಆಡಳಿತದ ವತಿಯಿಂದ ಆಯೋಜಿಸಿದ್ದ 70ನೇ ಕನ್ನಡ ರಾಜ್ಯೋತ್ಸವ ಕಾರ್ಯಕ್ರಮದಲ್ಲಿ ಧ್ವಜಾರೋಹಣ ನೆರವೇರಿಸಿ ಮಾತನಾಡಿದರು. ಕನ್ನಡ ನಾಡು ನುಡಿ ಸಂಸ್ಕೃತಿಯ ರಕ್ಷಣೆ ಪ್ರತಿಯೊಬ್ಬರ ಕರ್ತವ್ಯ. ಈ ಸಂದರ್ಭದಲ್ಲಿ ತಾಲೂಕು ತಹಶೀಲ್ದಾರ್ ತನ್ಮಯ್, ಪುರಸಭೆ ಅಧ್ಯಕ್ಷ ಕಿರಣ್ ಗೌಡ, ಕಸಾಪ ಅಧ್ಯಕ್ಷ ಹಾಗೂ ವಿವಿಧ ಸಂಘಟನೆಗಳ ಪದಾಧಿಕಾರಿಗಳು ಸೇರಿದಂತೆ ಇನ್ನಿತರರು ಹಾಜರಿದ್ದರು. [298, 1043, 670, 1101]
weather: ☁ ಗರಿಷ್ಠ 32 | ಕನಿಷ್ಠ 21 [862, 68, 969, 82]
top-left-caption: ಕೊಳ್ಳೇಗಾಲದಲ್ಲಿ ಕರ್ನಾಟಕ ರಕ್ಷಣಾ ವೇದಿಕೆ(ಪ್ರವೀಣ್ ಶೆಟ್ಟಿ ಬಣ) ವತಿಯಿಂದ ಕನ್ನಡ ರಾಜ್ಯೋತ್ಸವ ಆಚರಣೆ ಮಾಡಿದರು. ಯೂನಸ್ ಪಾಷಾ, ರವಿಕುಮಾರ್, ರೇವಣ್ಣ ಇದ್ದರು. [298, 328, 584, 369]
rule [42, 665, 270, 666]
temp-max: ಗರಿಷ್ಠ 32 [877, 68, 918, 82]
bottom-left-body-3 [458, 1680, 668, 1975]
story-text: ನಾನು ಸಚಿವ ಸ್ಥಾನದ ಆಕಾಂಕ್ಷಿಯಲ್ಲ ಎಂದು ವಿಧಾನಪರಿಷತ್ ಸದಸ್ಯ ಯತೀಂದ್ರ ಸಿದ್ದರಾಮಯ್ಯ ಹೇಳಿದರು. ಶನಿವಾರ ನಗರದಲ್ಲಿ ಸುದ್ದಿಗಾರರೊಂದಿಗೆ ಮಾತನಾಡಿದ ಅವರು, ತಂದೆ ಅವರು ಈಗಾಗಲೇ ಹೇಳಿದ್ದಾರೆ. ಅವರು ಸಿಎಂ ಆಗಿರುವವರೆಗೂ ನಾನು ಸಚಿವ ಸ್ಥಾನ ಕೇಳಲ್ಲ ಎಂದರು. ರಾಜ್ಯದಲ್ಲಿ ನವೆಂಬರ್ ಕ್ರಾಂತಿ ವಿಚಾರಕ್ಕೆ ಸಂಬಂಧಿಸಿದಂತೆ ಪ್ರತಿಕ್ರಿಯಿಸಿ ಹೈಕಮಾಂಡ್ ನಿರ್ಧಾರ ಅಂತಿಮ ಎಂದರು. [42, 726, 270, 796]
brand-logo[interactable] [40, 6, 340, 67]
blue-box-body-top [910, 564, 1290, 690]
bottom-left-body-2 [250, 1824, 450, 1974]
masthead-rule [40, 86, 1300, 89]
